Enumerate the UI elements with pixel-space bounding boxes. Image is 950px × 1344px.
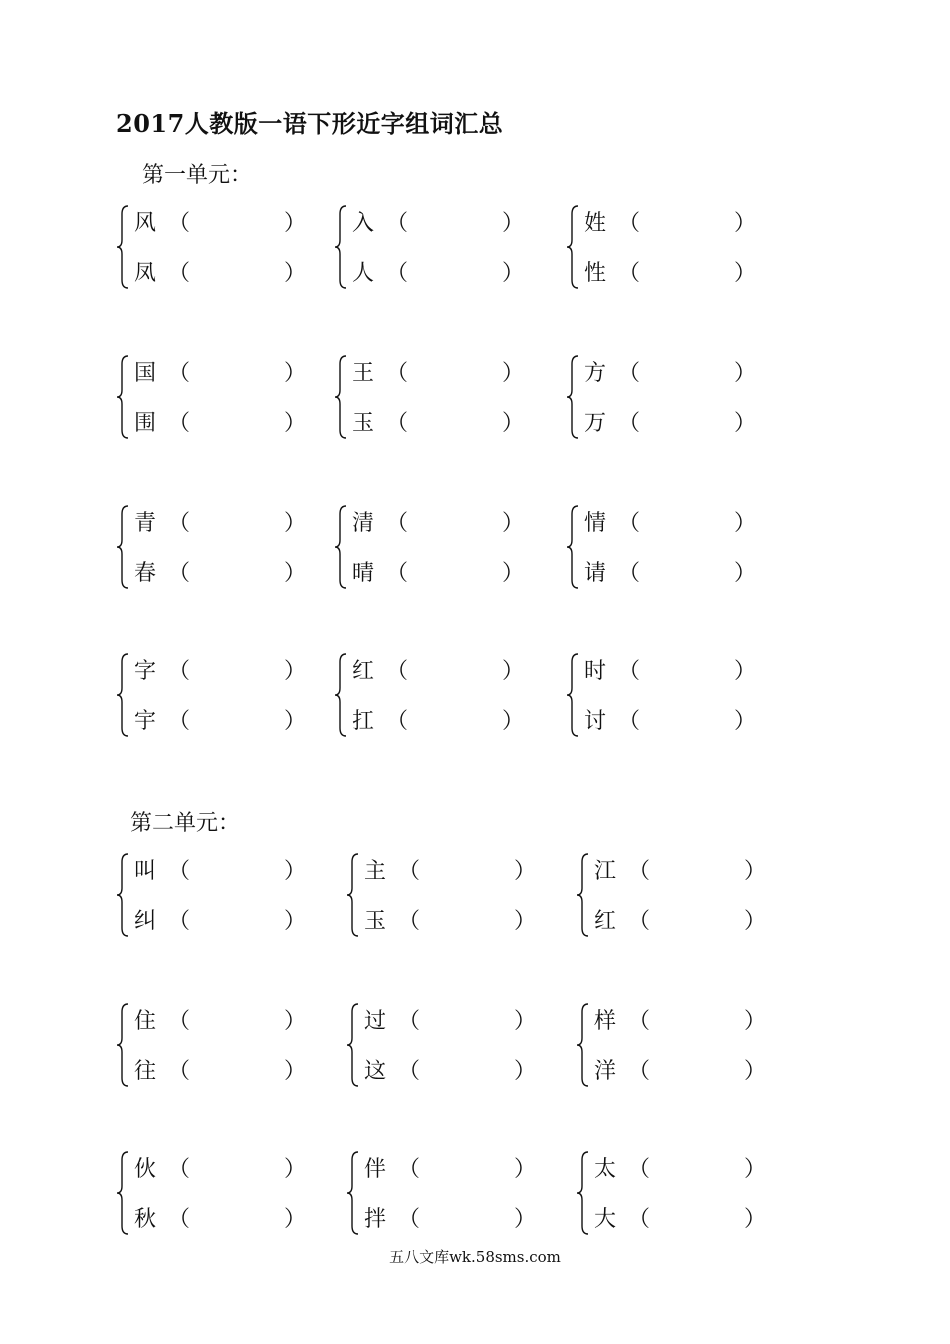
character: 玉 <box>352 411 375 436</box>
word-pair-group <box>116 354 316 444</box>
open-paren: （ <box>168 709 191 734</box>
open-paren: （ <box>168 859 191 884</box>
close-paren: ） <box>734 709 757 734</box>
close-paren: ） <box>734 511 757 536</box>
open-paren: （ <box>386 659 409 684</box>
close-paren: ） <box>734 261 757 286</box>
open-paren: （ <box>398 859 421 884</box>
close-paren: ） <box>744 1207 767 1232</box>
character: 请 <box>584 561 607 586</box>
close-paren: ） <box>284 1157 307 1182</box>
word-row <box>584 356 756 387</box>
character: 围 <box>134 411 157 436</box>
close-paren: ） <box>284 1207 307 1232</box>
curly-brace-icon <box>346 1150 360 1236</box>
word-pair-group <box>346 852 546 942</box>
open-paren: （ <box>618 261 641 286</box>
word-row <box>594 854 766 885</box>
open-paren: （ <box>398 1207 421 1232</box>
character: 秋 <box>134 1207 157 1232</box>
open-paren: （ <box>628 1059 651 1084</box>
open-paren: （ <box>628 859 651 884</box>
character: 人 <box>352 261 375 286</box>
close-paren: ） <box>744 1157 767 1182</box>
close-paren: ） <box>502 411 525 436</box>
word-row <box>584 654 756 685</box>
character: 伙 <box>134 1157 157 1182</box>
word-row <box>134 854 306 885</box>
close-paren: ） <box>284 1059 307 1084</box>
word-pair-group <box>334 652 534 742</box>
character: 字 <box>134 659 157 684</box>
character: 清 <box>352 511 375 536</box>
open-paren: （ <box>398 909 421 934</box>
word-row <box>594 1202 766 1233</box>
open-paren: （ <box>168 1009 191 1034</box>
character: 春 <box>134 561 157 586</box>
close-paren: ） <box>284 859 307 884</box>
character: 扛 <box>352 709 375 734</box>
character: 讨 <box>584 709 607 734</box>
character: 纠 <box>134 909 157 934</box>
character: 性 <box>584 261 607 286</box>
open-paren: （ <box>168 1157 191 1182</box>
word-pair-group <box>566 504 766 594</box>
close-paren: ） <box>734 211 757 236</box>
close-paren: ） <box>514 909 537 934</box>
close-paren: ） <box>284 909 307 934</box>
word-row <box>134 1152 306 1183</box>
word-row <box>352 356 524 387</box>
open-paren: （ <box>628 1157 651 1182</box>
close-paren: ） <box>514 1157 537 1182</box>
word-pair-group <box>334 354 534 444</box>
word-row <box>134 704 306 735</box>
word-pair-group <box>566 204 766 294</box>
word-row <box>134 556 306 587</box>
character: 姓 <box>584 211 607 236</box>
word-row <box>584 256 756 287</box>
close-paren: ） <box>514 1009 537 1034</box>
curly-brace-icon <box>566 354 580 440</box>
open-paren: （ <box>168 411 191 436</box>
word-row <box>134 654 306 685</box>
close-paren: ） <box>514 1207 537 1232</box>
open-paren: （ <box>398 1059 421 1084</box>
word-row <box>352 256 524 287</box>
curly-brace-icon <box>334 504 348 590</box>
character: 情 <box>584 511 607 536</box>
section-heading-unit-2: 第二单元： <box>130 811 241 836</box>
close-paren: ） <box>284 211 307 236</box>
word-row <box>352 206 524 237</box>
curly-brace-icon <box>116 354 130 440</box>
word-row <box>134 1054 306 1085</box>
word-row <box>352 654 524 685</box>
word-row <box>584 206 756 237</box>
close-paren: ） <box>284 361 307 386</box>
open-paren: （ <box>168 261 191 286</box>
character: 时 <box>584 659 607 684</box>
word-pair-group <box>116 852 316 942</box>
curly-brace-icon <box>576 852 590 938</box>
close-paren: ） <box>502 211 525 236</box>
character: 叫 <box>134 859 157 884</box>
character: 往 <box>134 1059 157 1084</box>
character: 住 <box>134 1009 157 1034</box>
word-row <box>352 406 524 437</box>
curly-brace-icon <box>116 1002 130 1088</box>
character: 宇 <box>134 709 157 734</box>
open-paren: （ <box>618 561 641 586</box>
curly-brace-icon <box>566 504 580 590</box>
open-paren: （ <box>168 1207 191 1232</box>
word-row <box>134 904 306 935</box>
open-paren: （ <box>618 361 641 386</box>
open-paren: （ <box>386 709 409 734</box>
close-paren: ） <box>284 411 307 436</box>
character: 大 <box>594 1207 617 1232</box>
close-paren: ） <box>744 909 767 934</box>
close-paren: ） <box>502 361 525 386</box>
close-paren: ） <box>502 709 525 734</box>
close-paren: ） <box>502 261 525 286</box>
word-pair-group <box>576 1002 776 1092</box>
close-paren: ） <box>744 1009 767 1034</box>
open-paren: （ <box>386 411 409 436</box>
close-paren: ） <box>284 709 307 734</box>
curly-brace-icon <box>116 1150 130 1236</box>
character: 江 <box>594 859 617 884</box>
open-paren: （ <box>168 211 191 236</box>
word-row <box>594 1152 766 1183</box>
word-row <box>594 1004 766 1035</box>
character: 样 <box>594 1009 617 1034</box>
word-row <box>364 904 536 935</box>
word-row <box>364 1054 536 1085</box>
character: 过 <box>364 1009 387 1034</box>
word-row <box>352 556 524 587</box>
open-paren: （ <box>618 411 641 436</box>
character: 玉 <box>364 909 387 934</box>
character: 青 <box>134 511 157 536</box>
open-paren: （ <box>168 659 191 684</box>
curly-brace-icon <box>334 204 348 290</box>
word-row <box>584 406 756 437</box>
close-paren: ） <box>744 1059 767 1084</box>
character: 王 <box>352 361 375 386</box>
close-paren: ） <box>502 561 525 586</box>
close-paren: ） <box>284 261 307 286</box>
open-paren: （ <box>398 1157 421 1182</box>
open-paren: （ <box>398 1009 421 1034</box>
character: 主 <box>364 859 387 884</box>
open-paren: （ <box>628 909 651 934</box>
open-paren: （ <box>618 211 641 236</box>
open-paren: （ <box>618 709 641 734</box>
open-paren: （ <box>386 211 409 236</box>
close-paren: ） <box>734 659 757 684</box>
open-paren: （ <box>168 909 191 934</box>
character: 拌 <box>364 1207 387 1232</box>
word-row <box>594 904 766 935</box>
word-pair-group <box>576 852 776 942</box>
close-paren: ） <box>734 561 757 586</box>
word-row <box>584 556 756 587</box>
character: 方 <box>584 361 607 386</box>
curly-brace-icon <box>116 204 130 290</box>
close-paren: ） <box>284 511 307 536</box>
open-paren: （ <box>628 1009 651 1034</box>
word-pair-group <box>116 1150 316 1240</box>
curly-brace-icon <box>566 652 580 738</box>
character: 红 <box>352 659 375 684</box>
open-paren: （ <box>168 361 191 386</box>
character: 万 <box>584 411 607 436</box>
open-paren: （ <box>168 561 191 586</box>
word-pair-group <box>346 1150 546 1240</box>
curly-brace-icon <box>334 354 348 440</box>
open-paren: （ <box>168 511 191 536</box>
open-paren: （ <box>386 511 409 536</box>
word-pair-group <box>334 204 534 294</box>
page-title: 2017人教版一语下形近字组词汇总 <box>116 109 504 138</box>
word-row <box>364 1004 536 1035</box>
word-pair-group <box>116 504 316 594</box>
curly-brace-icon <box>334 652 348 738</box>
close-paren: ） <box>514 859 537 884</box>
character: 太 <box>594 1157 617 1182</box>
open-paren: （ <box>386 261 409 286</box>
close-paren: ） <box>744 859 767 884</box>
character: 红 <box>594 909 617 934</box>
character: 这 <box>364 1059 387 1084</box>
character: 国 <box>134 361 157 386</box>
character: 风 <box>134 211 157 236</box>
curly-brace-icon <box>576 1002 590 1088</box>
close-paren: ） <box>734 411 757 436</box>
word-row <box>364 1202 536 1233</box>
word-pair-group <box>116 652 316 742</box>
open-paren: （ <box>386 561 409 586</box>
word-pair-group <box>334 504 534 594</box>
word-row <box>134 256 306 287</box>
curly-brace-icon <box>116 504 130 590</box>
open-paren: （ <box>386 361 409 386</box>
character: 洋 <box>594 1059 617 1084</box>
word-pair-group <box>116 1002 316 1092</box>
word-pair-group <box>576 1150 776 1240</box>
curly-brace-icon <box>116 852 130 938</box>
close-paren: ） <box>502 511 525 536</box>
curly-brace-icon <box>576 1150 590 1236</box>
word-row <box>352 506 524 537</box>
character: 入 <box>352 211 375 236</box>
character: 伴 <box>364 1157 387 1182</box>
close-paren: ） <box>284 561 307 586</box>
word-pair-group <box>566 354 766 444</box>
word-row <box>134 1202 306 1233</box>
close-paren: ） <box>734 361 757 386</box>
word-row <box>584 704 756 735</box>
word-row <box>584 506 756 537</box>
open-paren: （ <box>618 511 641 536</box>
curly-brace-icon <box>116 652 130 738</box>
word-row <box>134 206 306 237</box>
footer-watermark: 五八文库wk.58sms.com <box>389 1248 561 1266</box>
character: 凤 <box>134 261 157 286</box>
section-heading-unit-1: 第一单元： <box>142 163 253 188</box>
word-pair-group <box>116 204 316 294</box>
close-paren: ） <box>284 659 307 684</box>
word-pair-group <box>566 652 766 742</box>
open-paren: （ <box>628 1207 651 1232</box>
word-pair-group <box>346 1002 546 1092</box>
word-row <box>594 1054 766 1085</box>
close-paren: ） <box>514 1059 537 1084</box>
character: 晴 <box>352 561 375 586</box>
curly-brace-icon <box>346 852 360 938</box>
word-row <box>352 704 524 735</box>
close-paren: ） <box>284 1009 307 1034</box>
word-row <box>134 506 306 537</box>
word-row <box>364 854 536 885</box>
word-row <box>134 1004 306 1035</box>
word-row <box>364 1152 536 1183</box>
close-paren: ） <box>502 659 525 684</box>
curly-brace-icon <box>346 1002 360 1088</box>
curly-brace-icon <box>566 204 580 290</box>
word-row <box>134 406 306 437</box>
open-paren: （ <box>168 1059 191 1084</box>
open-paren: （ <box>618 659 641 684</box>
word-row <box>134 356 306 387</box>
